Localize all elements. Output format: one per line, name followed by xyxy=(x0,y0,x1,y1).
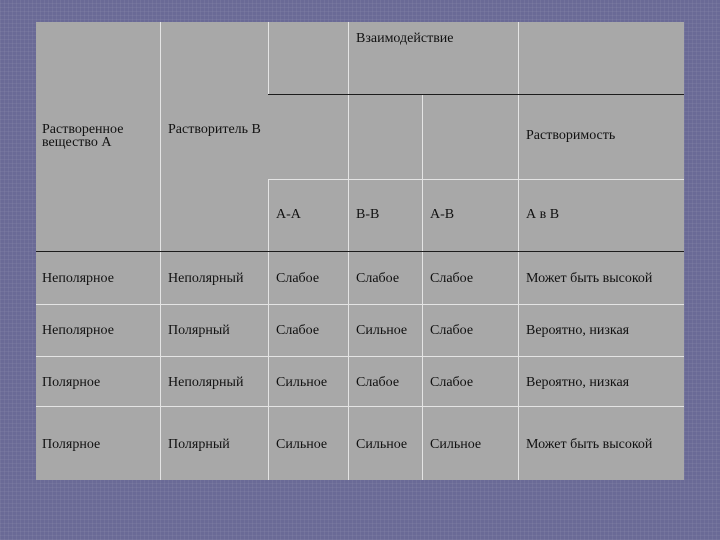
row-2-solvent: Полярный xyxy=(168,323,230,338)
ab-header: А-В xyxy=(430,207,455,222)
row-2-solubility: Вероятно, низкая xyxy=(526,323,630,338)
row-3-aa: Сильное xyxy=(276,375,328,390)
row-4-aa: Сильное xyxy=(276,437,328,452)
grid-line xyxy=(268,179,684,180)
row-3-solute: Полярное xyxy=(42,375,101,390)
row-1-bb: Слабое xyxy=(356,271,400,286)
row-1-solute: Неполярное xyxy=(42,271,114,286)
row-2-solute: Неполярное xyxy=(42,323,114,338)
row-4-ab: Сильное xyxy=(430,437,482,452)
grid-line xyxy=(36,406,684,407)
row-1-ab: Слабое xyxy=(430,271,474,286)
row-4-solute: Полярное xyxy=(42,437,101,452)
row-2-ab: Слабое xyxy=(430,323,474,338)
grid-line xyxy=(36,304,684,305)
row-1-solvent: Неполярный xyxy=(168,271,244,286)
row-2-aa: Слабое xyxy=(276,323,320,338)
row-4-solvent: Полярный xyxy=(168,437,230,452)
row-3-ab: Слабое xyxy=(430,375,474,390)
grid-line xyxy=(268,179,269,480)
interaction-header: Взаимодействие xyxy=(356,31,454,46)
aa-header: А-А xyxy=(276,207,301,222)
row-1-solubility: Может быть высокой xyxy=(526,271,653,286)
row-4-solubility: Может быть высокой xyxy=(526,437,653,452)
header-rule xyxy=(268,94,684,95)
a-in-b-header: А в В xyxy=(526,207,560,222)
grid-line xyxy=(422,95,423,480)
bb-header: В-В xyxy=(356,207,380,222)
header-rule xyxy=(36,251,684,252)
row-3-bb: Слабое xyxy=(356,375,400,390)
solubility-table xyxy=(36,22,684,480)
row-3-solvent: Неполярный xyxy=(168,375,244,390)
grid-line xyxy=(268,22,269,95)
grid-line xyxy=(36,356,684,357)
row-3-solubility: Вероятно, низкая xyxy=(526,375,630,390)
solubility-header: Растворимость xyxy=(526,128,616,143)
solute-header: Растворенное вещество А xyxy=(42,122,124,150)
row-2-bb: Сильное xyxy=(356,323,408,338)
row-4-bb: Сильное xyxy=(356,437,408,452)
row-1-aa: Слабое xyxy=(276,271,320,286)
solvent-header: Растворитель В xyxy=(168,122,261,137)
